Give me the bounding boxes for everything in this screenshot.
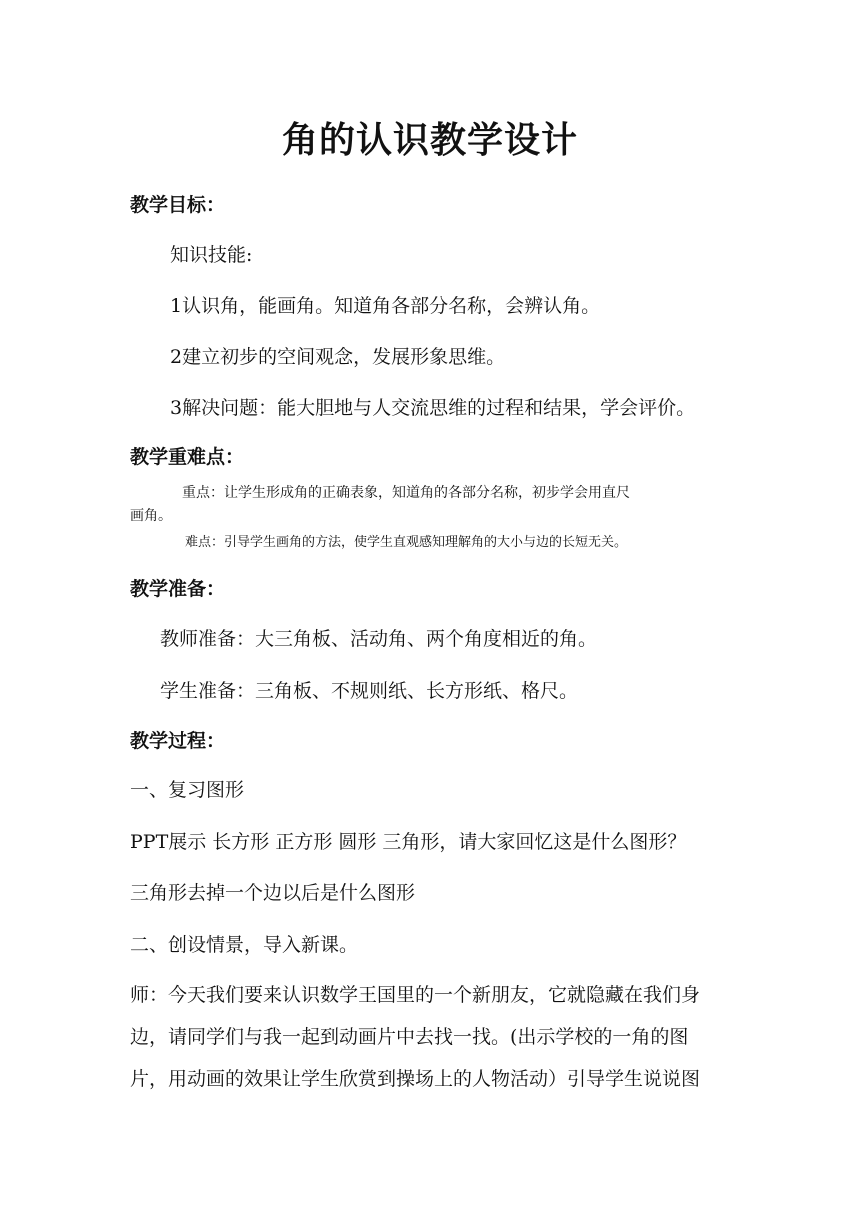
- objective-item-3: 3解决问题：能大胆地与人交流思维的过程和结果，学会评价。: [170, 397, 696, 419]
- difficulty-line: 难点：引导学生画角的方法，使学生直观感知理解角的大小与边的长短无关。: [185, 535, 628, 550]
- section-introduce-lesson: 二、创设情景，导入新课。: [130, 934, 359, 956]
- focus-line-2: 画角。: [130, 508, 172, 524]
- teacher-preparation: 教师准备：大三角板、活动角、两个角度相近的角。: [160, 628, 598, 650]
- objective-item-2: 2建立初步的空间观念，发展形象思维。: [170, 346, 506, 368]
- teacher-line-3: 片，用动画的效果让学生欣赏到操场上的人物活动）引导学生说说图: [130, 1068, 701, 1090]
- objective-item-1: 1认识角，能画角。知道角各部分名称，会辨认角。: [170, 295, 601, 317]
- key-points-heading: 教学重难点：: [130, 446, 245, 468]
- teacher-line-2: 边，请同学们与我一起到动画片中去找一找。(出示学校的一角的图: [130, 1026, 689, 1048]
- document-title: 角的认识教学设计: [281, 119, 578, 161]
- ppt-shapes-line: PPT展示 长方形 正方形 圆形 三角形，请大家回忆这是什么图形？: [130, 831, 687, 853]
- triangle-question-line: 三角形去掉一个边以后是什么图形: [130, 882, 416, 904]
- focus-line-1: 重点：让学生形成角的正确表象，知道角的各部分名称，初步学会用直尺: [182, 485, 630, 501]
- objectives-heading: 教学目标：: [130, 194, 226, 216]
- section-review-shapes: 一、复习图形: [130, 779, 245, 801]
- teacher-line-1: 师：今天我们要来认识数学王国里的一个新朋友，它就隐藏在我们身: [130, 984, 701, 1006]
- preparation-heading: 教学准备：: [130, 578, 226, 600]
- process-heading: 教学过程：: [130, 730, 226, 752]
- student-preparation: 学生准备：三角板、不规则纸、长方形纸、格尺。: [160, 680, 579, 702]
- skills-label: 知识技能:: [170, 244, 253, 266]
